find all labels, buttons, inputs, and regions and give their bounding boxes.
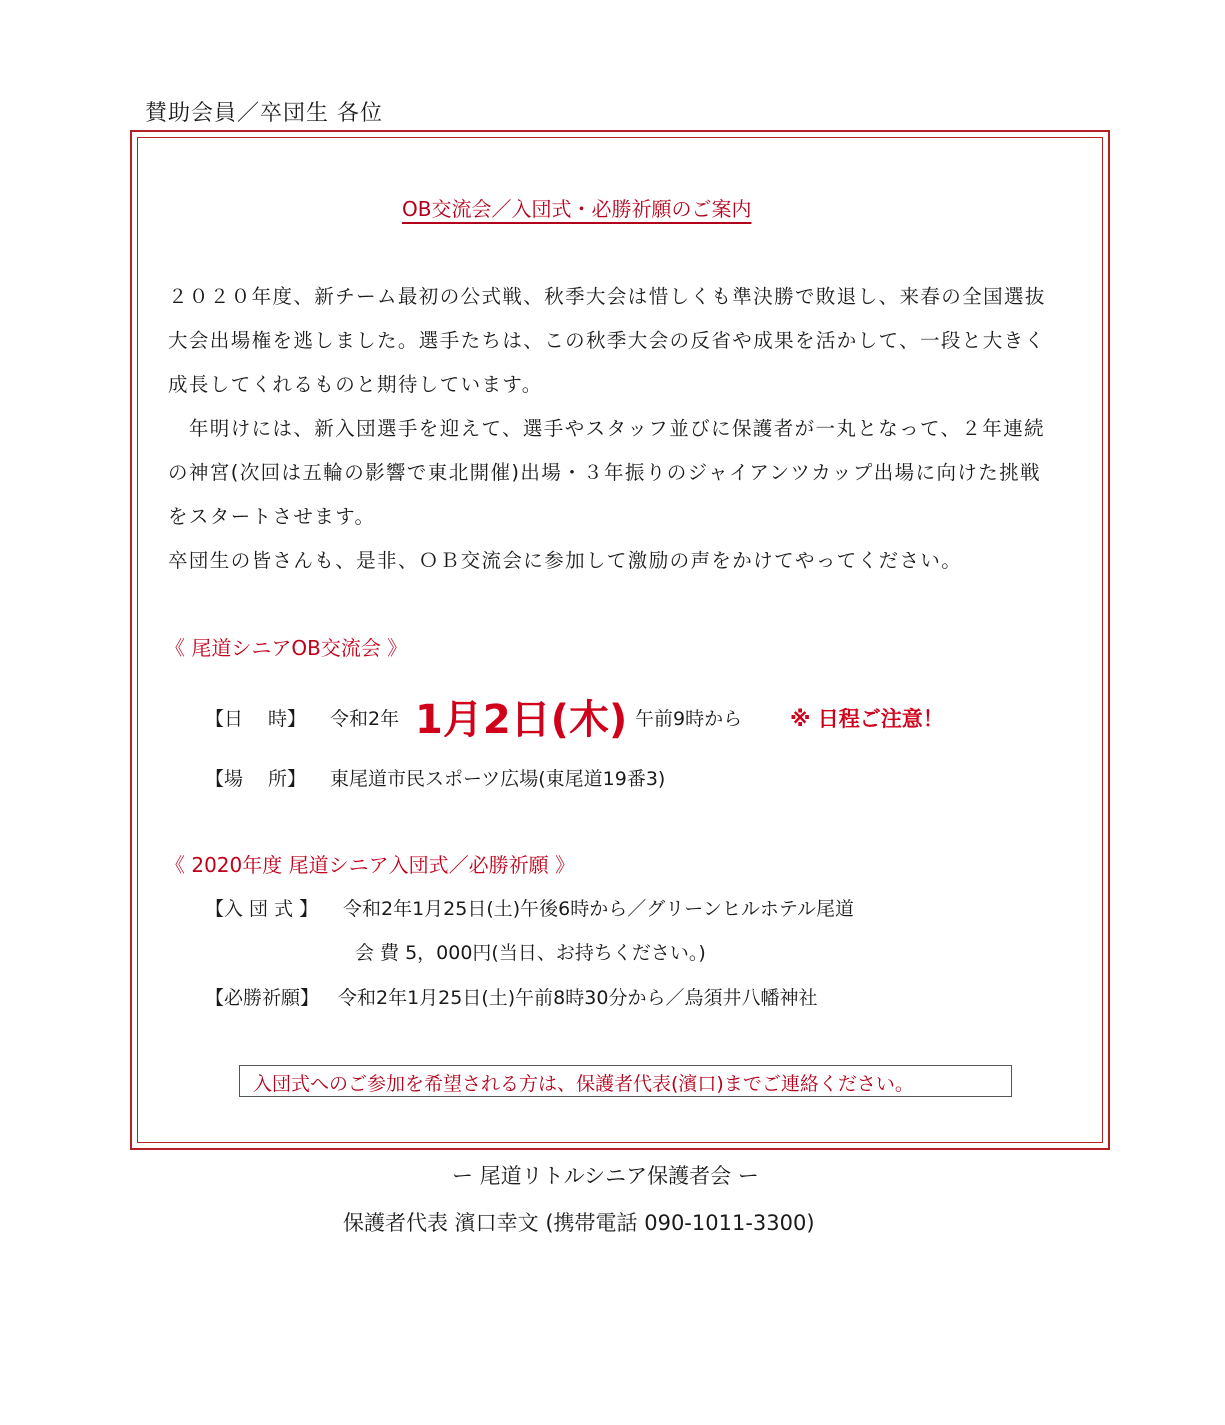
place-label: 【場 所】 [205,768,307,790]
addressee: 賛助会員／卒団生 各位 [145,101,383,126]
body-line-7: 卒団生の皆さんも、是非、ＯＢ交流会に参加して激励の声をかけてやってください。 [168,549,963,572]
event-date: 1月2日(木) [415,697,628,743]
contact-info: 保護者代表 濱口幸文 (携帯電話 090-1011-3300) [343,1211,815,1235]
ob-section-heading: 《 尾道シニアOB交流会 》 [165,636,408,660]
entry-fee: 会 費 5，000円(当日、お持ちください。) [355,942,706,964]
notice-title: OB交流会／入団式・必勝祈願のご案内 [402,197,752,221]
event-time: 午前9時から [635,708,743,730]
entry-label: 【入 団 式 】 [205,898,319,920]
body-line-3: 成長してくれるものと期待しています。 [168,373,543,396]
body-line-6: をスタートさせます。 [168,505,376,528]
body-line-2: 大会出場権を逃しました。選手たちは、この秋季大会の反省や成果を活かして、一段と大きく [168,329,1046,352]
prayer-value: 令和2年1月25日(土)午前8時30分から／烏須井八幡神社 [338,987,818,1009]
body-line-4: 年明けには、新入団選手を迎えて、選手やスタッフ並びに保護者が一丸となって、２年連続 [168,417,1046,440]
participation-notice: 入団式へのご参加を希望される方は、保護者代表(濱口)までご連絡ください。 [253,1073,914,1095]
ceremony-section-heading: 《 2020年度 尾道シニア入団式／必勝祈願 》 [165,853,575,877]
prayer-label: 【必勝祈願】 [205,987,320,1009]
schedule-warning: ※ 日程ご注意！ [790,707,944,731]
entry-value: 令和2年1月25日(土)午後6時から／グリーンヒルホテル尾道 [343,898,854,920]
body-line-1: ２０２０年度、新チーム最初の公式戦、秋季大会は惜しくも準決勝で敗退し、来春の全国選抜 [168,285,1046,308]
date-prefix: 令和2年 [330,708,400,730]
datetime-label: 【日 時】 [205,708,307,730]
body-line-5: の神宮(次回は五輪の影響で東北開催)出場・３年振りのジャイアンツカップ出場に向けた挑戦 [168,461,1041,484]
organization-name: ー 尾道リトルシニア保護者会 ー [452,1164,759,1188]
event-place: 東尾道市民スポーツ広場(東尾道19番3) [330,768,666,790]
